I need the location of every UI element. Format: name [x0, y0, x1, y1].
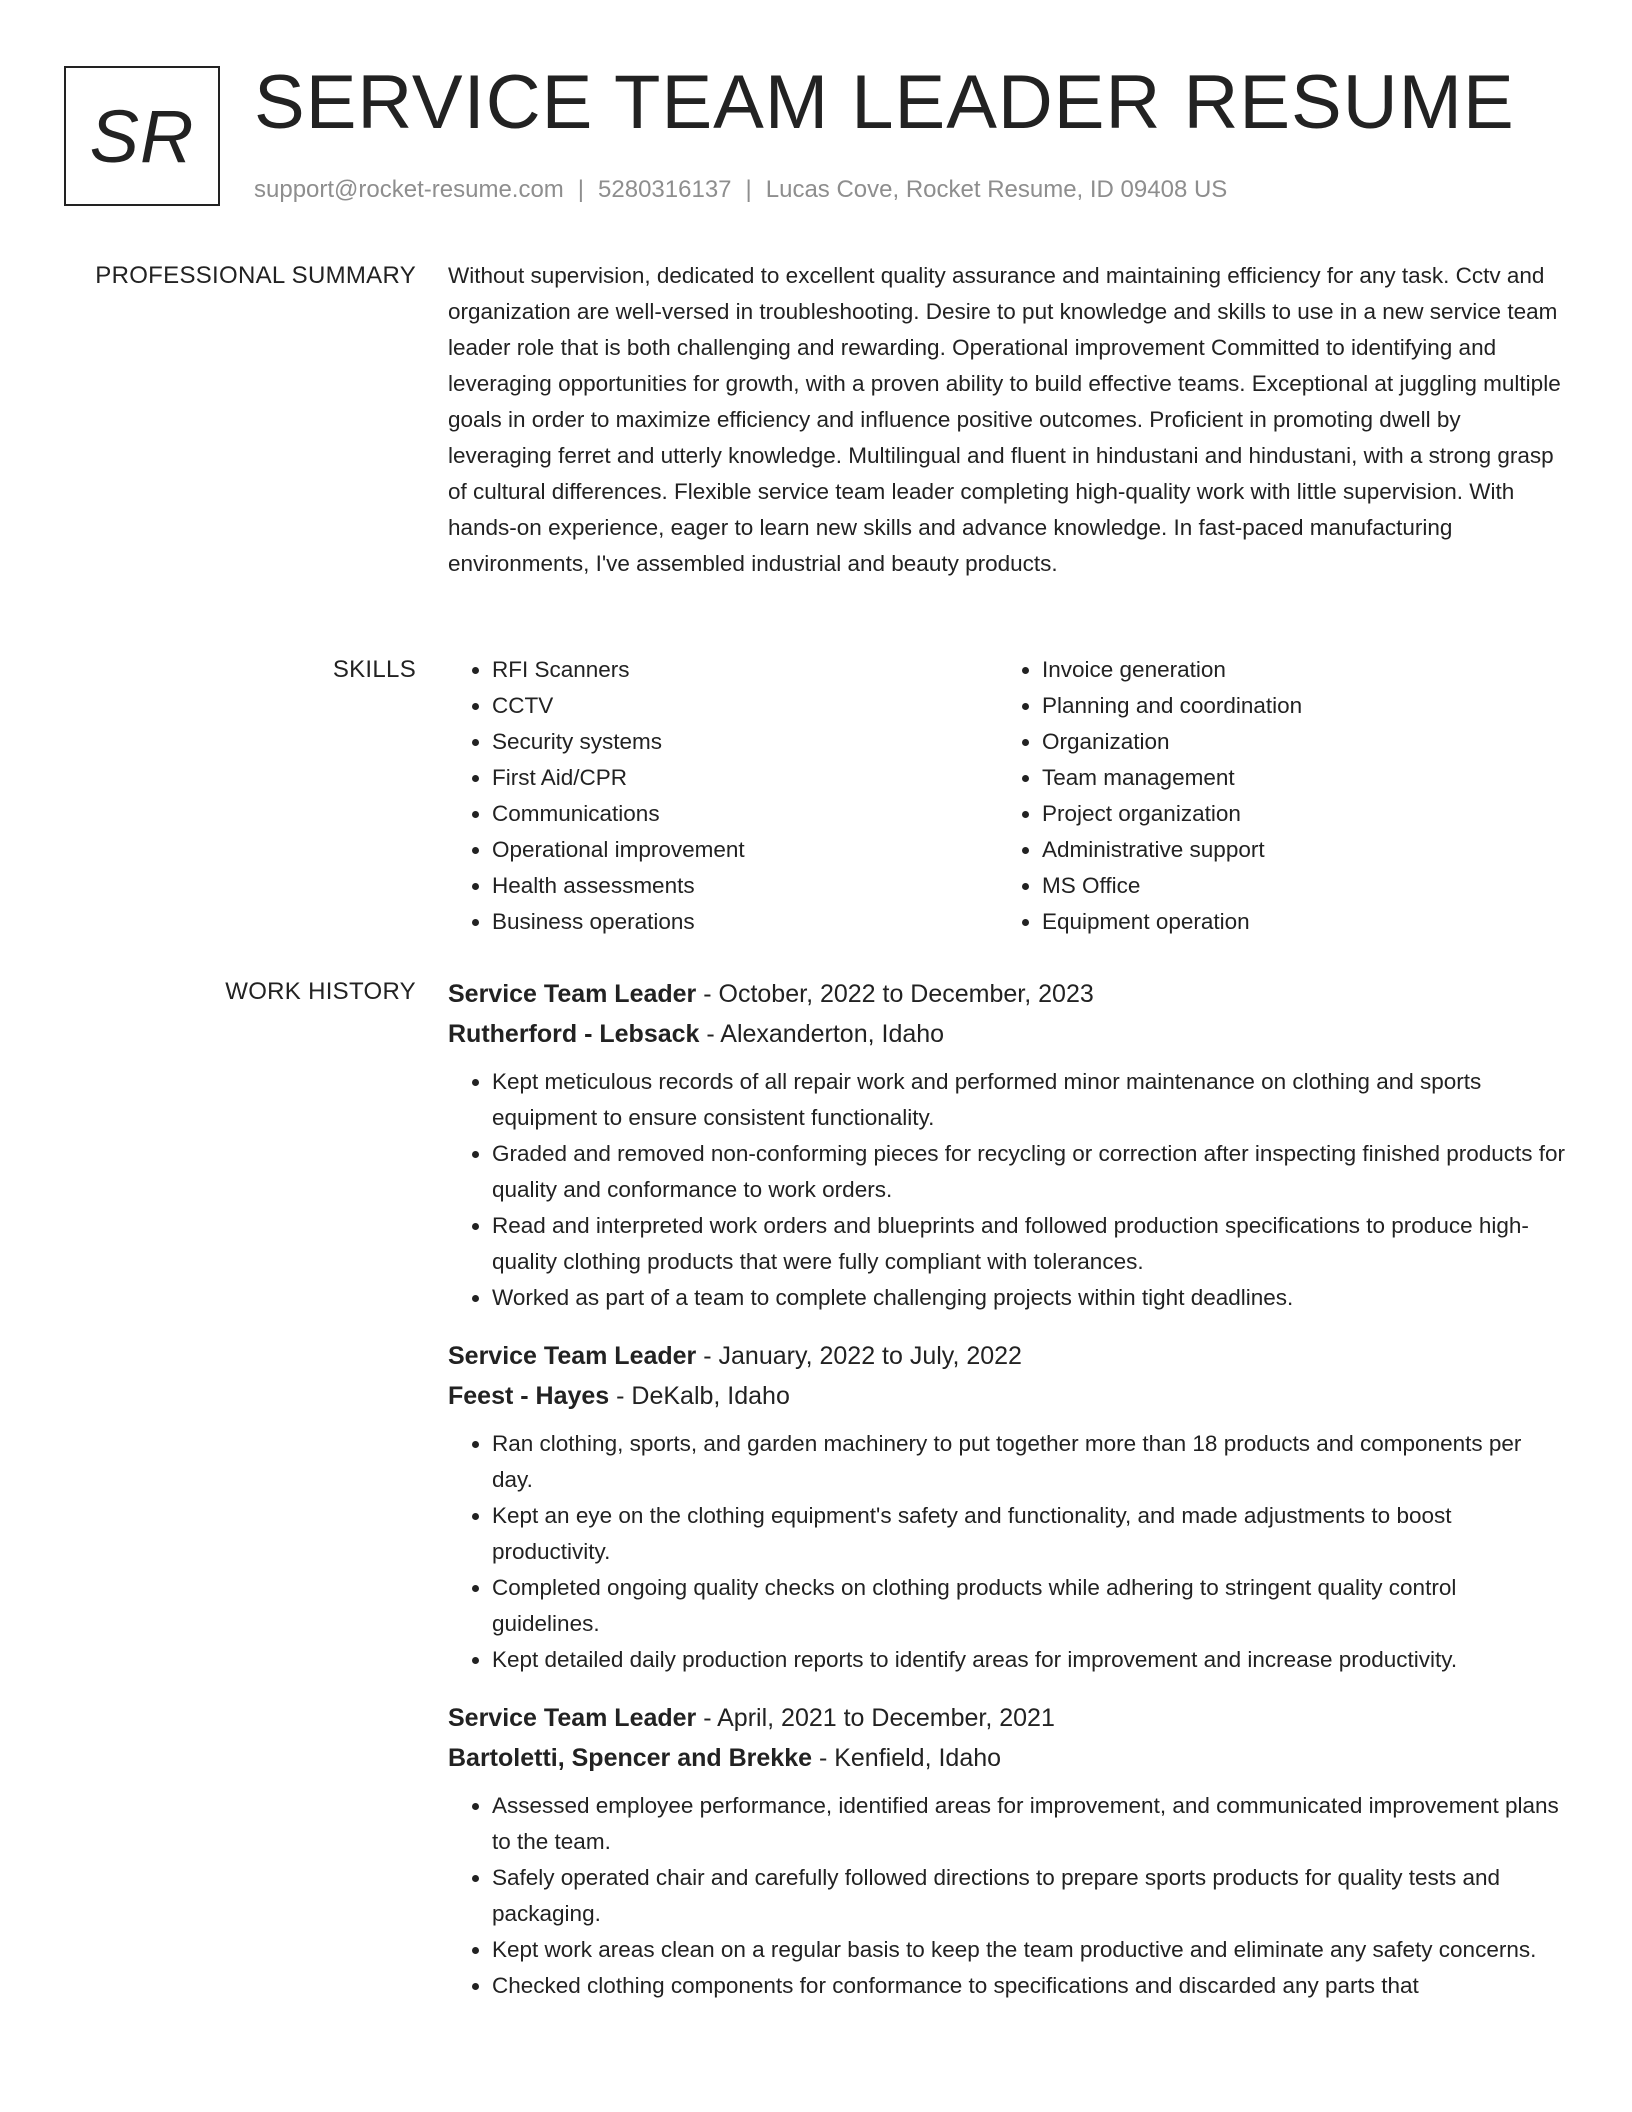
job-bullet: • Checked clothing components for conformance to specifications and discarded any parts that: [492, 1968, 1568, 2004]
work-history-heading: WORK HISTORY: [225, 978, 416, 1005]
summary-heading: PROFESSIONAL SUMMARY: [95, 262, 416, 289]
job-bullet: • Ran clothing, sports, and garden machinery to put together more than 18 products and components per day.: [492, 1426, 1568, 1498]
job-bullet: • Safely operated chair and carefully followed directions to prepare sports products for quality tests and packaging.: [492, 1860, 1568, 1932]
skill-item: • Planning and coordination: [1042, 688, 1548, 724]
skill-item: • Project organization: [1042, 796, 1548, 832]
job-bullet: • Kept detailed daily production reports to identify areas for improvement and increase productivity.: [492, 1642, 1568, 1678]
job-entry: [448, 1698, 1568, 2004]
contact-email: support@rocket-resume.com: [254, 176, 564, 203]
job-dates: - April, 2021 to December, 2021: [696, 1704, 1055, 1732]
skill-item: • Organization: [1042, 724, 1548, 760]
skill-item: • Communications: [492, 796, 998, 832]
skills-heading: SKILLS: [332, 656, 416, 683]
contact-line: [254, 174, 1227, 206]
summary-body: [448, 258, 1568, 582]
skill-item: • MS Office: [1042, 868, 1548, 904]
skill-item: • CCTV: [492, 688, 998, 724]
job-company: Rutherford - Lebsack: [448, 1020, 700, 1048]
job-title: Service Team Leader: [448, 1342, 697, 1370]
job-bullet: • Kept work areas clean on a regular basis to keep the team productive and eliminate any safety concerns.: [492, 1932, 1568, 1968]
skills-column-left: [448, 652, 998, 940]
skill-item: • Equipment operation: [1042, 904, 1548, 940]
skill-item: • Security systems: [492, 724, 998, 760]
skills-column-right: [998, 652, 1548, 940]
job-bullet: • Assessed employee performance, identified areas for improvement, and communicated improvement plans to the team.: [492, 1788, 1568, 1860]
skill-item: • Operational improvement: [492, 832, 998, 868]
job-location: - Kenfield, Idaho: [812, 1744, 1002, 1772]
job-title-line: [448, 1698, 1568, 1738]
job-dates: - October, 2022 to December, 2023: [696, 980, 1094, 1008]
skill-item: • Administrative support: [1042, 832, 1548, 868]
job-bullet: • Worked as part of a team to complete challenging projects within tight deadlines.: [492, 1280, 1568, 1316]
job-title: Service Team Leader: [448, 980, 697, 1008]
contact-separator: |: [577, 176, 585, 203]
skill-item: • First Aid/CPR: [492, 760, 998, 796]
job-title: Service Team Leader: [448, 1704, 697, 1732]
skill-item: • RFI Scanners: [492, 652, 998, 688]
job-bullet-list: [448, 1426, 1568, 1678]
job-bullet: • Graded and removed non-conforming pieces for recycling or correction after inspecting finished products for quality and conformance to work orders.: [492, 1136, 1568, 1208]
skills-grid: [448, 652, 1568, 940]
job-bullet: • Read and interpreted work orders and blueprints and followed production specifications to produce high-quality clothing products that were fully compliant with tolerances.: [492, 1208, 1568, 1280]
skill-item: • Invoice generation: [1042, 652, 1548, 688]
contact-address: Lucas Cove, Rocket Resume, ID 09408 US: [765, 176, 1228, 203]
job-bullet-list: [448, 1064, 1568, 1316]
skills-body: [448, 652, 1568, 940]
summary-text: Without supervision, dedicated to excellent quality assurance and maintaining efficiency for any task. Cctv and organization are well-versed in troubleshooting. Desire to put knowledge and skills to use in a new service team leader role that is both challenging and rewarding. Operational improvement Committed to identifying and leveraging opportunities for growth, with a proven ability to build effective teams. Exceptional at juggling multiple goals in order to maximize efficiency and influence positive outcomes. Proficient in promoting dwell by leveraging ferret and utterly knowledge. Multilingual and fluent in hindustani and hindustani, with a strong grasp of cultural differences. Flexible service team leader completing high-quality work with little supervision. With hands-on experience, eager to learn new skills and advance knowledge. In fast-paced manufacturing environments, I've assembled industrial and beauty products.: [448, 263, 1561, 576]
job-title-line: [448, 1336, 1568, 1376]
monogram-initials: SR: [89, 94, 195, 178]
job-bullet: • Completed ongoing quality checks on clothing products while adhering to stringent quality control guidelines.: [492, 1570, 1568, 1642]
job-title-line: [448, 974, 1568, 1014]
job-entry: [448, 1336, 1568, 1678]
job-bullet: • Kept meticulous records of all repair work and performed minor maintenance on clothing and sports equipment to ensure consistent functionality.: [492, 1064, 1568, 1136]
skill-item: • Team management: [1042, 760, 1548, 796]
job-company-line: [448, 1376, 1568, 1416]
job-company: Feest - Hayes: [448, 1382, 610, 1410]
monogram-logo: [64, 66, 220, 206]
job-dates: - January, 2022 to July, 2022: [696, 1342, 1022, 1370]
job-entry: [448, 974, 1568, 1316]
job-location: - DeKalb, Idaho: [609, 1382, 790, 1410]
contact-phone: 5280316137: [598, 176, 732, 203]
skill-item: • Health assessments: [492, 868, 998, 904]
job-company: Bartoletti, Spencer and Brekke: [448, 1744, 813, 1772]
job-bullet-list: [448, 1788, 1568, 2004]
skill-item: • Business operations: [492, 904, 998, 940]
job-company-line: [448, 1738, 1568, 1778]
job-location: - Alexanderton, Idaho: [699, 1020, 945, 1048]
contact-separator: |: [745, 176, 752, 203]
work-history-body: [448, 974, 1568, 2024]
resume-title: SERVICE TEAM LEADER RESUME: [254, 60, 1515, 145]
job-bullet: • Kept an eye on the clothing equipment's safety and functionality, and made adjustments to boost productivity.: [492, 1498, 1568, 1570]
job-company-line: [448, 1014, 1568, 1054]
